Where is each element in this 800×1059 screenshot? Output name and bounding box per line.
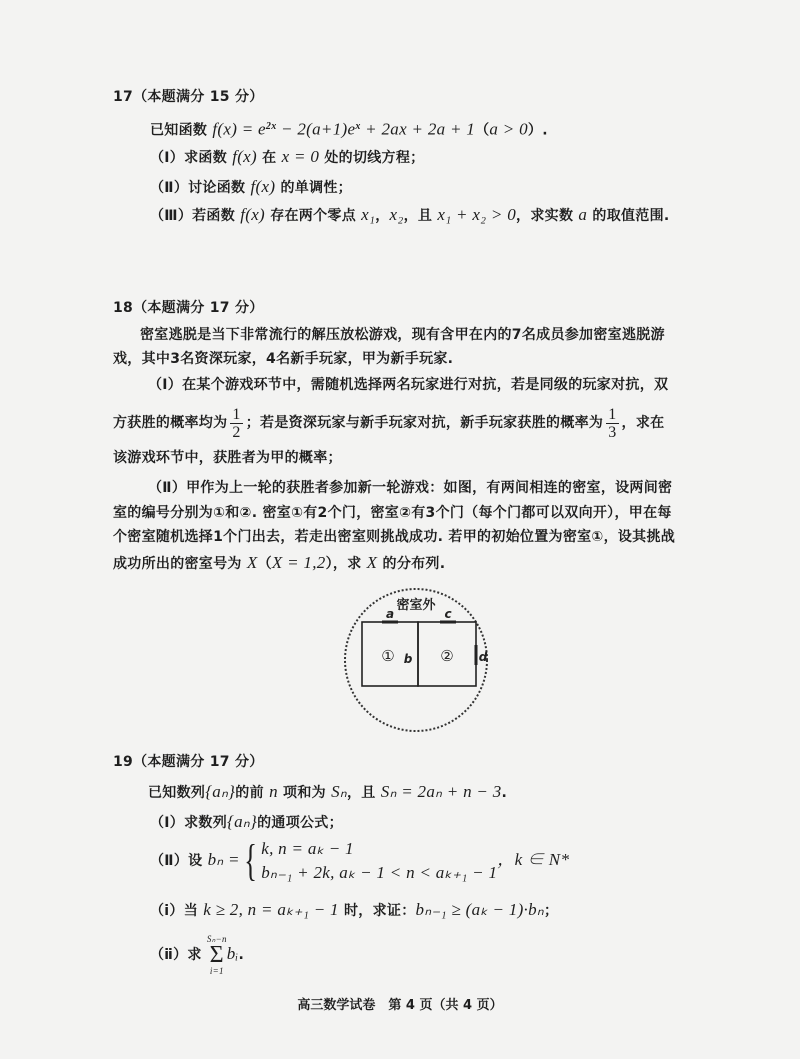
text: （	[475, 122, 490, 139]
math: f(x)	[232, 147, 257, 166]
door-d-label: d	[478, 650, 488, 664]
q17-stem	[150, 117, 548, 141]
q18-line8: 个密室随机选择1个门出去，若走出密室则挑战成功. 若甲的初始位置为密室①，设其挑战	[113, 529, 676, 545]
math: f(x)	[212, 119, 238, 139]
text: ，求实数	[516, 208, 579, 224]
math: {aₙ}	[227, 812, 258, 831]
q19-header: 19（本题满分 17 分）	[113, 754, 264, 770]
math: x = 0	[281, 147, 320, 166]
text: 的分布列.	[377, 556, 446, 572]
sigma-symbol: Σ	[209, 942, 224, 968]
fraction-one-half	[230, 406, 242, 441]
text: （Ⅰ）求数列	[150, 815, 228, 831]
q18-line2: 戏，其中3名资深玩家，4名新手玩家，甲为新手玩家.	[113, 351, 454, 367]
text: 的单调性；	[275, 180, 352, 196]
text: 的通项公式；	[257, 815, 343, 831]
case-1: k, n = aₖ − 1	[261, 839, 354, 858]
text: ，且	[347, 785, 381, 801]
text: 已知数列	[148, 785, 206, 801]
summation	[207, 934, 227, 976]
q19-sub-i	[150, 900, 558, 921]
math: 2x	[265, 121, 277, 132]
numerator: 1	[232, 405, 241, 423]
text: ，求在	[621, 415, 665, 431]
q17-part3	[150, 205, 670, 226]
math: + 2ax + 2a + 1	[360, 119, 476, 139]
q18-line3: （Ⅰ）在某个游戏环节中，需随机选择两名玩家进行对抗，若是同级的玩家对抗，双	[148, 377, 669, 393]
door-c-label: c	[444, 607, 452, 621]
math: X	[246, 553, 258, 572]
text: ，且	[403, 208, 438, 224]
math: X = 1,2	[271, 553, 326, 572]
q18-line1: 密室逃脱是当下非常流行的解压放松游戏，现有含甲在内的7名成员参加密室逃脱游	[140, 327, 665, 343]
math: {aₙ}	[205, 782, 236, 801]
math: bₙ =	[207, 850, 240, 869]
math: x	[355, 121, 361, 132]
math: = e	[237, 119, 266, 139]
math: Sₙ = 2aₙ + n − 3	[380, 782, 502, 801]
q19-part2	[150, 836, 569, 885]
sum-upper-limit: Sₙ−n	[206, 934, 227, 944]
q19-stem	[148, 782, 507, 803]
text: （ⅱ）求	[150, 947, 207, 963]
text: （Ⅲ）若函数	[150, 208, 241, 224]
text: （	[257, 556, 272, 572]
numerator: 1	[608, 405, 617, 423]
q18-line5: 该游戏环节中，获胜者为甲的概率；	[113, 450, 342, 466]
left-brace: {	[244, 836, 257, 885]
text: ；若是资深玩家与新手玩家对抗，新手玩家获胜的概率为	[245, 415, 604, 431]
q19-sub-ii	[150, 930, 244, 979]
q17-part1	[150, 147, 424, 168]
q18-line6: （Ⅱ）甲作为上一轮的获胜者参加新一轮游戏：如图，有两间相连的密室，设两间密	[148, 480, 673, 496]
sum-lower-limit: i=1	[209, 966, 224, 976]
math: f(x)	[250, 177, 276, 196]
piecewise-cases	[261, 837, 497, 885]
math: n	[269, 782, 278, 801]
text: 成功所出的密室号为	[113, 556, 247, 572]
text: 在	[256, 150, 282, 166]
text: ；	[543, 903, 559, 919]
door-b-label: b	[403, 652, 413, 666]
math: k ≥ 2, n = aₖ₊₁ − 1	[203, 900, 339, 919]
text: （ⅰ）当	[150, 903, 204, 919]
room-2-label: ②	[440, 647, 454, 665]
text: （Ⅱ）设	[150, 853, 208, 869]
math: f(x)	[240, 205, 266, 224]
denominator: 2	[232, 423, 241, 441]
text: 存在两个零点	[265, 208, 362, 224]
math: ，k ∈ N*	[497, 850, 570, 869]
text: 处的切线方程；	[319, 150, 425, 166]
text: 的前	[235, 785, 270, 801]
text: 的取值范围.	[587, 208, 670, 224]
q18-line7: 室的编号分别为①和②. 密室①有2个门，密室②有3个门（每个门都可以双向开），甲在每	[113, 505, 672, 521]
text: 项和为	[277, 785, 332, 801]
q17-part2	[150, 177, 352, 198]
text: ）.	[527, 122, 548, 139]
text: （Ⅱ）讨论函数	[150, 180, 251, 196]
text: 方获胜的概率均为	[113, 415, 228, 431]
math: X	[366, 553, 378, 572]
text: ，	[375, 208, 390, 224]
text: .	[238, 947, 245, 963]
text: 时，求证：	[338, 903, 416, 919]
escape-room-diagram	[340, 585, 500, 735]
outside-label: 密室外	[396, 598, 436, 613]
math: bₙ₋₁ ≥ (aₖ − 1)·bₙ	[415, 900, 544, 919]
math: x₁ + x₂ > 0	[437, 205, 517, 224]
math: Sₙ	[331, 782, 347, 801]
text: ），求	[325, 556, 367, 572]
math: a	[578, 205, 588, 224]
q18-header: 18（本题满分 17 分）	[113, 300, 264, 316]
math: − 2(a+1)e	[276, 119, 356, 139]
q19-part1	[150, 812, 343, 833]
denominator: 3	[608, 423, 617, 441]
text: 已知函数	[150, 122, 213, 139]
fraction-one-third	[606, 406, 618, 441]
q18-line9	[113, 553, 445, 574]
page-footer: 高三数学试卷 第 4 页（共 4 页）	[297, 998, 503, 1013]
q18-line4	[113, 404, 664, 442]
door-a-label: a	[385, 607, 395, 621]
q17-header: 17（本题满分 15 分）	[113, 89, 264, 105]
text: .	[501, 785, 508, 801]
text: （Ⅰ）求函数	[150, 150, 233, 166]
math: x₁	[361, 205, 376, 224]
math: bᵢ	[226, 944, 239, 963]
case-2: bₙ₋₁ + 2k, aₖ − 1 < n < aₖ₊₁ − 1	[261, 863, 498, 882]
math: a > 0	[489, 119, 528, 139]
math: x₂	[389, 205, 404, 224]
room-1-label: ①	[381, 647, 395, 665]
